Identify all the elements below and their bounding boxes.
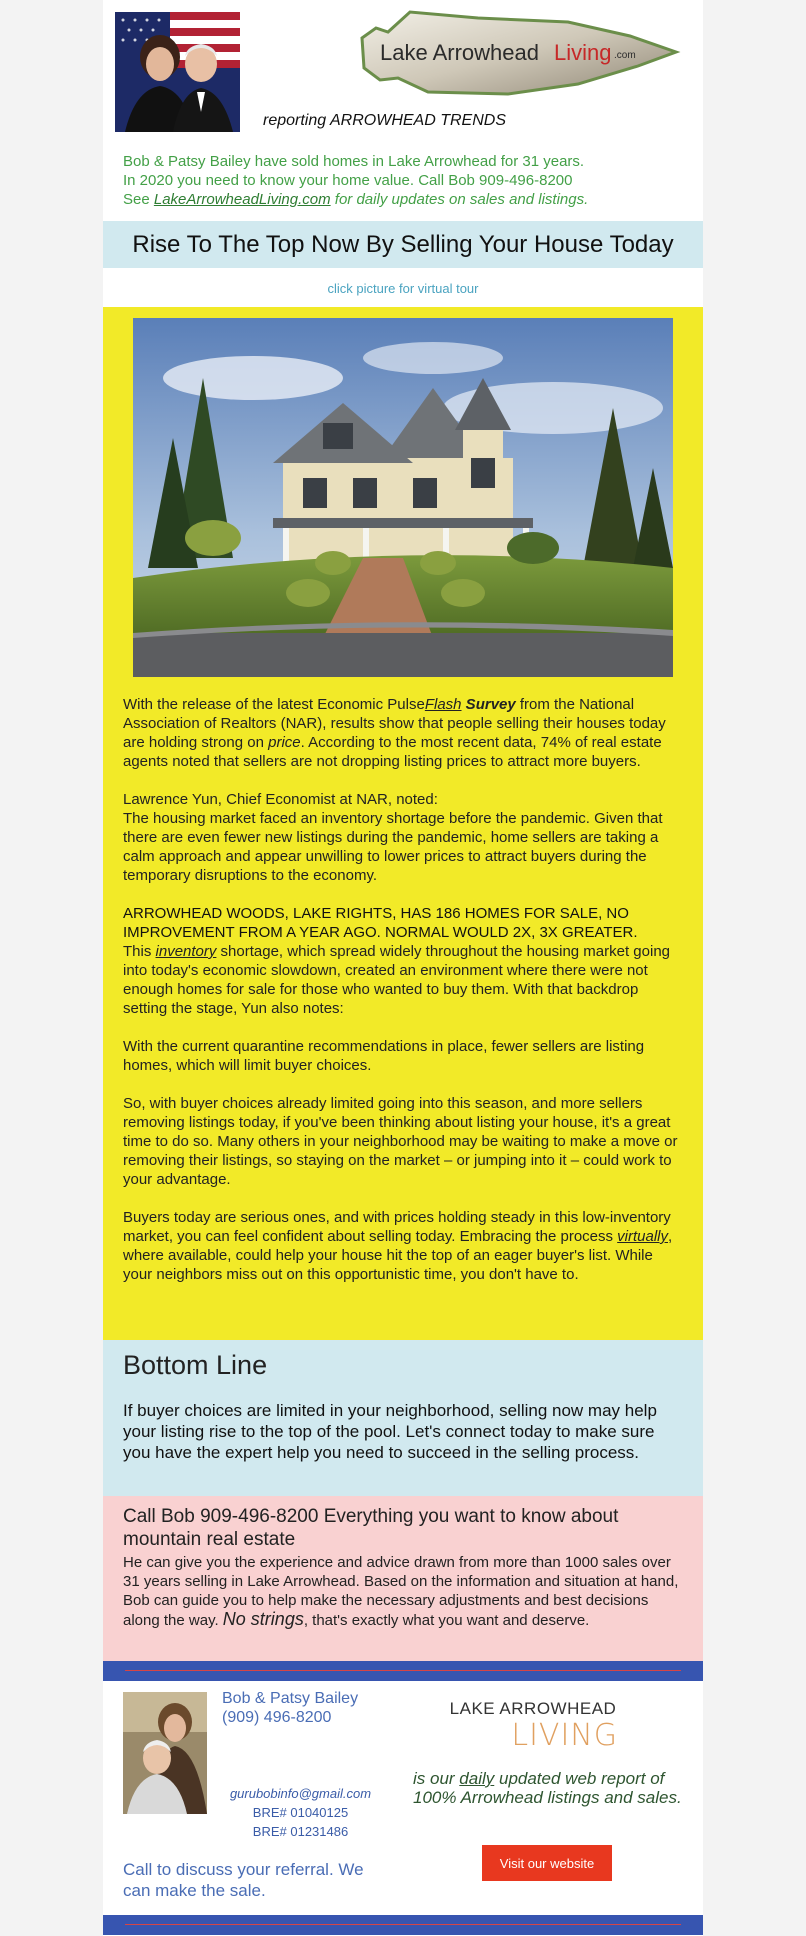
bre-license-1: BRE# 01040125 <box>252 1805 349 1820</box>
p2-text-b: The housing market faced an inventory shortage before the pandemic. Given that there are even fewer new listings during the pandemic, home sellers are taking a calm approach and appear unwilling to lower prices to attract buyers during the temporary disruptions to the economy. <box>123 810 663 884</box>
footer-logo-line-2: LIVING <box>511 1718 618 1753</box>
p6-text-a: Buyers today are serious ones, and with prices holding steady in this low-inventory market, you can feel confident about selling today. Embracing the process <box>123 1209 671 1245</box>
virtual-tour-link[interactable]: click picture for virtual tour <box>327 280 479 296</box>
divider-band-bottom <box>103 1915 703 1935</box>
agent-name-phone <box>222 1689 358 1727</box>
p1-text-c: . According to the most recent data, 74% of real estate agents noted that sellers are not dropping listing prices to attract more buyers. <box>123 734 662 770</box>
footer-contact <box>103 1681 703 1915</box>
logo-main-text: Lake Arrowhead <box>380 40 539 65</box>
intro-see: See <box>123 191 154 208</box>
reporting-tagline: reporting ARROWHEAD TRENDS <box>263 112 507 129</box>
referral-cta: Call to discuss your referral. We can make the sale. <box>123 1860 364 1900</box>
survey-link[interactable]: Survey <box>461 696 516 713</box>
footer-logo-line-1: LAKE ARROWHEAD <box>449 1699 617 1718</box>
logo-accent-text: Living <box>554 40 612 65</box>
logo-suffix-text: .com <box>614 50 636 61</box>
p3-text-b: shortage, which spread widely throughout the housing market going into today's economic slowdown, created an environment where there were not enough homes for sale for those who wanted to buy them. With that backdrop setting the stage, Yun also notes: <box>123 943 671 1017</box>
virtually-link[interactable]: virtually <box>617 1228 669 1245</box>
article-paragraph-6 <box>123 1208 683 1284</box>
call-bob-text-a: He can give you the experience and advice drawn from more than 1000 sales over 31 years selling in Lake Arrowhead. Based on the information and situation at hand, Bob can guide you to help make the necessary adjustments and best decisions along the way. <box>123 1554 679 1629</box>
intro-website-link[interactable]: LakeArrowheadLiving.com <box>153 191 331 208</box>
bailey-couple-photo <box>115 12 240 132</box>
p1-text-a: With the release of the latest Economic Pulse <box>123 696 425 713</box>
p2-text-a: Lawrence Yun, Chief Economist at NAR, noted: <box>123 791 438 808</box>
bottom-line-text: If buyer choices are limited in your neighborhood, selling now may help your listing rise to the top of the pool. Let's connect today to make sure you have the expert help you need to succeed in the selling process. <box>123 1401 657 1462</box>
headline: Rise To The Top Now By Selling Your House Today <box>103 221 703 268</box>
call-bob-text <box>123 1553 688 1630</box>
article-paragraph-5: So, with buyer choices already limited going into this season, and more sellers removing listings today, if you've been thinking about listing your house, it's a great time to do so. Many others in your neighborhood may be waiting to make a move or removing their listings, so staying on the market – or jumping into it – could work to your advantage. <box>123 1095 678 1188</box>
call-bob-title: Call Bob 909-496-8200 Everything you want to know about mountain real estate <box>123 1506 619 1550</box>
inventory-link[interactable]: inventory <box>155 943 217 960</box>
flash-link[interactable]: Flash <box>424 696 462 713</box>
report-text-a: is our <box>413 1769 460 1788</box>
intro-line-1: Bob & Patsy Bailey have sold homes in Lake Arrowhead for 31 years. <box>123 153 585 170</box>
article-section <box>103 307 703 1340</box>
intro-line-2: In 2020 you need to know your home value. Call Bob 909-496-8200 <box>123 172 573 189</box>
p1-text-b: from the National Association of Realtors (NAR), results show that people selling their houses today are holding strong on <box>123 696 666 751</box>
article-paragraph-2 <box>123 790 683 885</box>
call-bob-text-b: , that's exactly what you want and deserve. <box>303 1612 590 1629</box>
article-paragraph-3 <box>123 904 683 1018</box>
agent-email[interactable]: gurubobinfo@gmail.com <box>229 1786 372 1801</box>
p3-this: This <box>123 943 156 960</box>
intro-line-3 <box>123 190 693 209</box>
report-daily: daily <box>459 1769 495 1788</box>
p6-text-b: , where available, could help your house hit the top of an eager buyer's list. While your neighbors miss out on this opportunistic time, you don't have to. <box>123 1228 673 1283</box>
report-text-b: updated web report of 100% Arrowhead listings and sales. <box>413 1769 682 1807</box>
price-link[interactable]: price <box>268 734 301 751</box>
newsletter-page <box>103 0 703 1936</box>
article-paragraph-1 <box>123 695 683 771</box>
call-bob-section <box>103 1496 703 1661</box>
daily-report-text <box>413 1769 693 1807</box>
inventory-count-notice: ARROWHEAD WOODS, LAKE RIGHTS, HAS 186 HOMES FOR SALE, NO IMPROVEMENT FROM A YEAR AGO. NORMAL WOULD 2X, 3X GREATER. <box>123 905 638 941</box>
article-paragraph-4: With the current quarantine recommendations in place, fewer sellers are listing homes, which will limit buyer choices. <box>123 1038 645 1074</box>
bob-patsy-photo <box>123 1692 207 1814</box>
bottom-line-section <box>103 1340 703 1496</box>
article-body <box>123 695 683 1303</box>
house-photo-virtual-tour[interactable] <box>133 318 673 677</box>
intro-after-link: for daily updates on sales and listings. <box>330 191 589 208</box>
bre-license-2: BRE# 01231486 <box>252 1824 349 1839</box>
visit-website-button[interactable]: Visit our website <box>482 1845 612 1881</box>
header <box>103 0 703 220</box>
lake-arrowhead-living-logo[interactable] <box>358 8 683 104</box>
intro-text <box>123 152 693 209</box>
agent-credentials <box>223 1784 378 1841</box>
agent-phone[interactable]: (909) 496-8200 <box>222 1709 332 1726</box>
divider-band-top <box>103 1661 703 1681</box>
bottom-line-title: Bottom Line <box>123 1350 268 1380</box>
agent-name: Bob & Patsy Bailey <box>222 1690 359 1707</box>
no-strings-text: No strings <box>222 1609 304 1629</box>
